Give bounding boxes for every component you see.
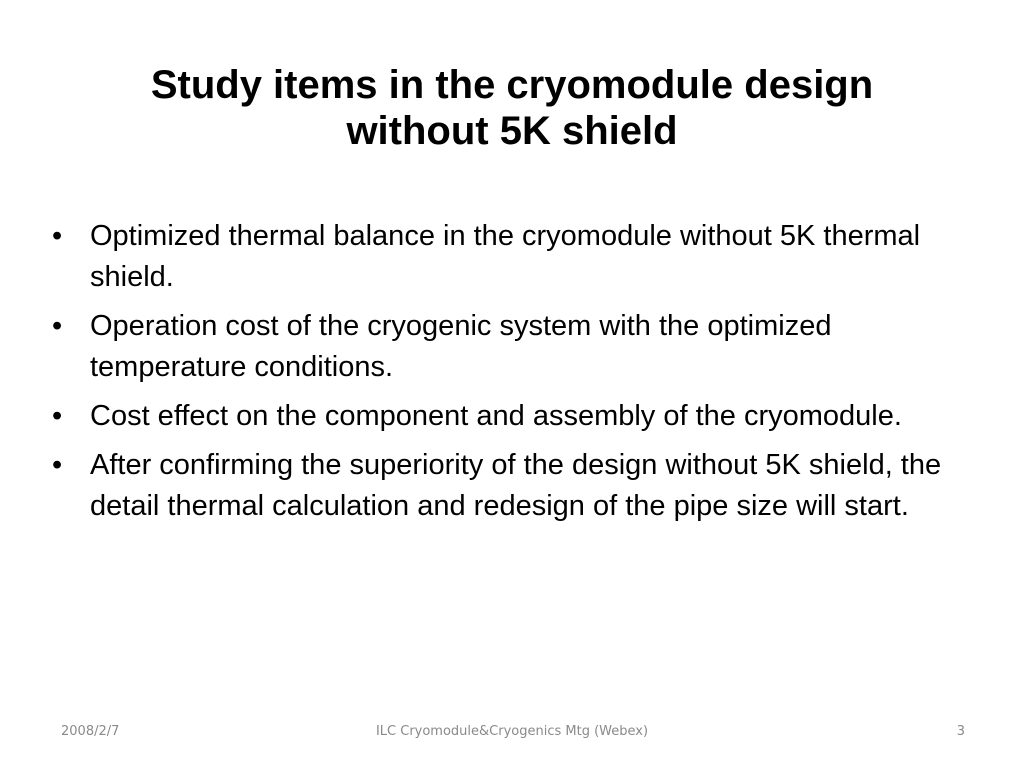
slide-title	[60, 62, 964, 154]
footer-date: 2008/2/7	[61, 724, 120, 739]
footer-meeting-title: ILC Cryomodule&Cryogenics Mtg (Webex)	[375, 724, 649, 739]
bullet-text: Cost effect on the component and assembly of the cryomodule.	[90, 400, 902, 432]
slide-title-line-2: without 5K shield	[346, 109, 678, 153]
bullet-item	[52, 306, 972, 388]
bullet-dot-icon: •	[52, 220, 63, 252]
bullet-item	[52, 396, 972, 437]
bullet-dot-icon: •	[52, 310, 63, 342]
footer-page-number: 3	[956, 724, 965, 739]
bullet-dot-icon: •	[52, 400, 63, 432]
bullet-text: Operation cost of the cryogenic system with the optimized temperature conditions.	[90, 310, 832, 383]
bullet-dot-icon: •	[52, 449, 63, 481]
bullet-list	[52, 216, 972, 535]
bullet-text: After confirming the superiority of the design without 5K shield, the detail thermal calculation and redesign of the pipe size will start.	[90, 449, 942, 522]
bullet-text: Optimized thermal balance in the cryomodule without 5K thermal shield.	[90, 220, 921, 293]
slide-title-line-1: Study items in the cryomodule design	[150, 63, 874, 107]
bullet-item	[52, 216, 972, 298]
bullet-item	[52, 445, 972, 527]
